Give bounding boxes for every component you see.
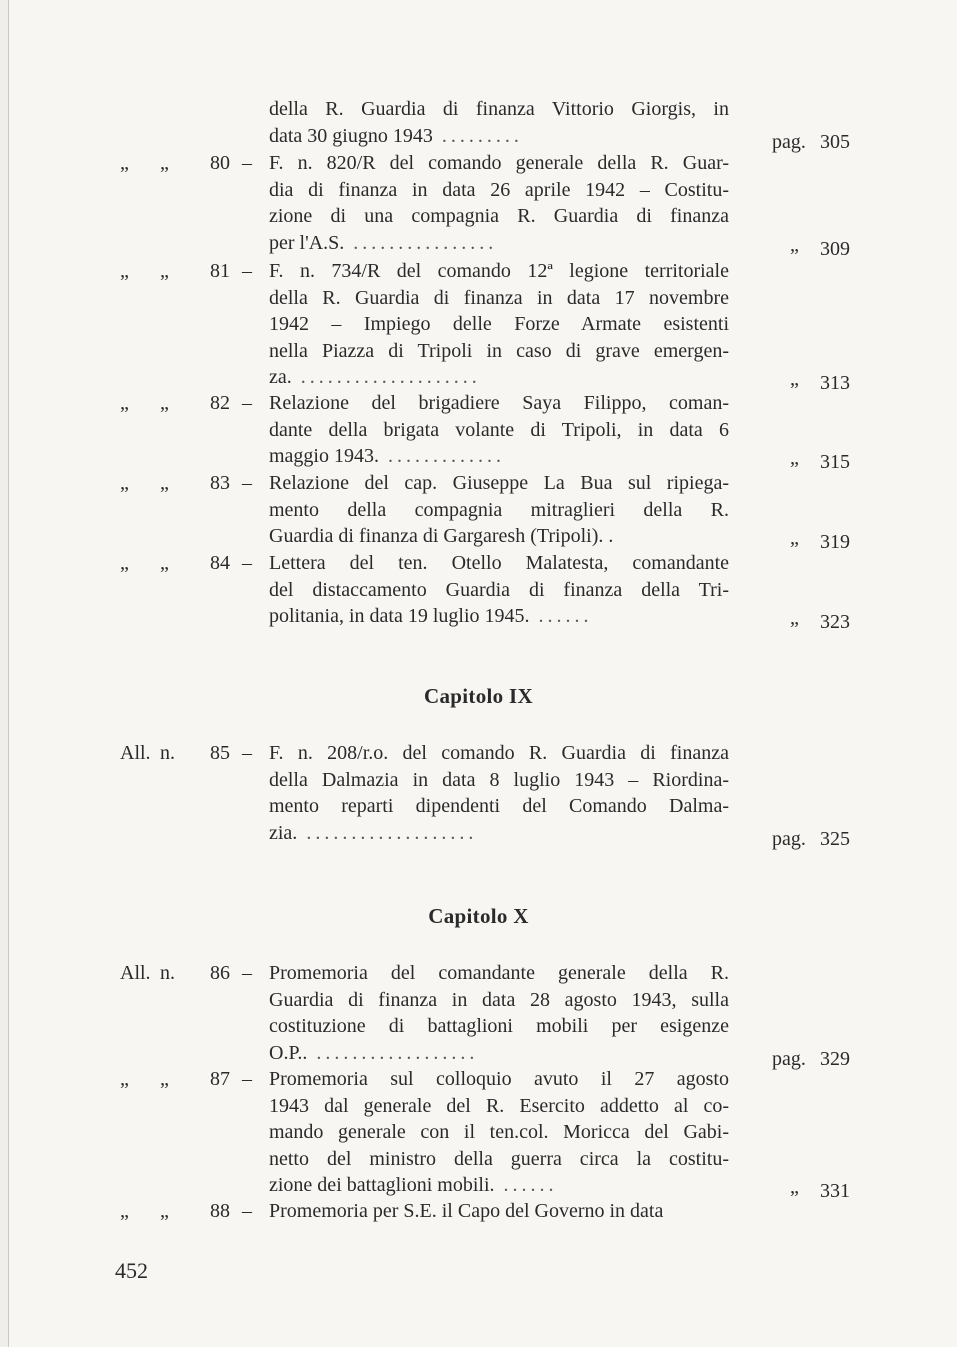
entry-dash: – (242, 392, 252, 414)
entry-line-text: mando generale con il ten.col. Moricca del Gabi- (269, 1121, 729, 1143)
entry-line-text: del distaccamento Guardia di finanza della Tri- (269, 578, 729, 601)
entry-line-text: 1942 – Impiego delle Forze Armate esistenti (269, 313, 729, 335)
entry-dash: – (242, 1200, 252, 1222)
dot-leader: ................... (297, 821, 478, 844)
entry-line-text: mento reparti dipendenti del Comando Dalma- (269, 795, 729, 817)
entry-line (269, 1172, 729, 1199)
entry-line-text: mento della compagnia mitraglieri della R. (269, 498, 729, 521)
entry-prefix-n: n. (160, 742, 175, 764)
entry-line (269, 258, 729, 285)
page-label: „ (790, 447, 799, 469)
entry-dash: – (242, 962, 252, 984)
entry-dash: – (242, 742, 252, 764)
page-label: „ (790, 368, 799, 390)
entry-dash: – (242, 1068, 252, 1090)
page-ref: 309 (820, 237, 850, 260)
dot-leader: ......... (432, 124, 523, 147)
entry-prefix: „ (120, 1200, 129, 1222)
dot-leader: .................... (291, 366, 481, 388)
entry-line (269, 390, 729, 417)
chapter-heading: Capitolo X (428, 904, 529, 928)
dot-leader: ...... (529, 605, 593, 627)
page-ref: 329 (820, 1047, 850, 1070)
entry-description (269, 390, 729, 470)
entry-line-text: Promemoria del comandante generale della R. (269, 962, 729, 984)
entry-number: 80 (210, 152, 230, 174)
entry-prefix: All. (120, 742, 151, 764)
entry-dash: – (242, 472, 252, 494)
entry-number: 86 (210, 962, 230, 984)
entry-number: 85 (210, 742, 230, 764)
entry-prefix-n: „ (160, 1068, 169, 1090)
entry-description (269, 258, 729, 391)
entry-line (269, 987, 729, 1014)
entry-prefix-n: „ (160, 472, 169, 494)
page-label: pag. (772, 1047, 806, 1070)
entry-line (269, 603, 729, 630)
entry-line-text: Guardia di finanza di Gargaresh (Tripoli). . (269, 525, 614, 547)
entry-line-text: zia. (269, 821, 298, 844)
page-ref: 331 (820, 1180, 850, 1202)
page-label: „ (790, 233, 799, 256)
entry-line-text: della R. Guardia di finanza Vittorio Giorgis, in (269, 98, 729, 120)
entry-number: 83 (210, 472, 230, 494)
page-label: pag. (772, 827, 806, 850)
entry-prefix: „ (120, 472, 129, 494)
dot-leader: ...... (494, 1174, 558, 1196)
entry-prefix: „ (120, 552, 129, 574)
entry-number: 82 (210, 392, 230, 414)
dot-leader: .................. (307, 1041, 479, 1064)
entry-line-text: maggio 1943. (269, 445, 379, 467)
entry-line-text: F. n. 208/r.o. del comando R. Guardia di finanza (269, 742, 729, 764)
entry-line (269, 364, 729, 391)
entry-line (269, 470, 729, 497)
entry-line-text: data 30 giugno 1943 (269, 124, 433, 147)
entry-line-text: za. (269, 366, 292, 388)
entry-line-text: zione di una compagnia R. Guardia di finanza (269, 205, 729, 227)
entry-description (269, 960, 729, 1066)
entry-dash: – (242, 260, 252, 282)
entry-line (269, 1013, 729, 1040)
entry-description (269, 550, 729, 630)
entry-line (269, 150, 729, 177)
entry-prefix: „ (120, 152, 129, 174)
page-ref: 325 (820, 827, 850, 850)
entry-line (269, 497, 729, 524)
entry-line (269, 417, 729, 444)
entry-line (269, 230, 729, 257)
entry-line-text: della R. Guardia di finanza in data 17 novembre (269, 286, 729, 309)
page-label: pag. (772, 130, 806, 153)
entry-line (269, 177, 729, 204)
entry-line-text: Promemoria per S.E. il Capo del Governo in data (269, 1200, 664, 1222)
entry-description (269, 150, 729, 256)
entry-dash: – (242, 552, 252, 574)
entry-description (269, 740, 729, 846)
entry-line (269, 96, 729, 123)
entry-line (269, 443, 729, 470)
entry-description (269, 1066, 729, 1199)
entry-line-text: Guardia di finanza in data 28 agosto 1943, sulla (269, 988, 729, 1011)
entry-line (269, 311, 729, 338)
entry-line-text: dante della brigata volante di Tripoli, in data 6 (269, 418, 729, 441)
entry-line (269, 960, 729, 987)
entry-line-text: 1943 dal generale del R. Esercito addetto al co- (269, 1094, 729, 1117)
page-label: „ (790, 1176, 799, 1198)
page-label: „ (790, 607, 799, 629)
entry-prefix: „ (120, 392, 129, 414)
entry-prefix-n: „ (160, 392, 169, 414)
entry-line (269, 338, 729, 365)
entry-number: 81 (210, 260, 230, 282)
entry-line (269, 123, 729, 150)
entry-description (269, 96, 729, 149)
entry-line (269, 203, 729, 230)
entry-number: 87 (210, 1068, 230, 1090)
page-ref: 313 (820, 372, 850, 394)
page-number: 452 (115, 1258, 148, 1283)
dot-leader: ............. (379, 445, 505, 467)
page-spine (0, 0, 9, 1347)
entry-line (269, 740, 729, 767)
entry-line (269, 285, 729, 312)
entry-prefix: „ (120, 260, 129, 282)
entry-prefix-n: „ (160, 552, 169, 574)
entry-line (269, 793, 729, 820)
entry-line-text: Lettera del ten. Otello Malatesta, comandante (269, 552, 729, 574)
entry-number: 88 (210, 1200, 230, 1222)
entry-line (269, 1146, 729, 1173)
entry-line (269, 1040, 729, 1067)
entry-line (269, 550, 729, 577)
entry-prefix-n: n. (160, 962, 175, 984)
entry-prefix: „ (120, 1068, 129, 1090)
entry-line (269, 1093, 729, 1120)
page-ref: 323 (820, 611, 850, 633)
entry-prefix: All. (120, 962, 151, 984)
entry-line (269, 1198, 729, 1225)
entry-number: 84 (210, 552, 230, 574)
entry-line-text: F. n. 734/R del comando 12ª legione territoriale (269, 260, 729, 282)
entry-line-text: dia di finanza in data 26 aprile 1942 – Costitu- (269, 178, 729, 201)
chapter-heading: Capitolo IX (424, 684, 533, 708)
entry-line-text: Relazione del brigadiere Saya Filippo, coman- (269, 392, 729, 414)
entry-dash: – (242, 152, 252, 174)
page-ref: 319 (820, 531, 850, 553)
entry-line (269, 577, 729, 604)
entry-line-text: F. n. 820/R del comando generale della R. Guar- (269, 152, 729, 174)
entry-line-text: O.P.. (269, 1041, 308, 1064)
page-ref: 315 (820, 451, 850, 473)
entry-line (269, 523, 729, 550)
entry-description (269, 1198, 729, 1225)
entry-description (269, 470, 729, 550)
entry-prefix-n: „ (160, 152, 169, 174)
entry-line-text: Promemoria sul colloquio avuto il 27 agosto (269, 1068, 729, 1090)
entry-line-text: nella Piazza di Tripoli in caso di grave emergen- (269, 339, 729, 362)
page-label: „ (790, 527, 799, 549)
entry-line (269, 1119, 729, 1146)
entry-line-text: Relazione del cap. Giuseppe La Bua sul ripiega- (269, 472, 729, 494)
entry-line (269, 1066, 729, 1093)
entry-line-text: costituzione di battaglioni mobili per esigenze (269, 1015, 729, 1037)
page-ref: 305 (820, 130, 850, 153)
dot-leader: ................ (344, 231, 498, 254)
entry-line-text: politania, in data 19 luglio 1945. (269, 605, 530, 627)
entry-prefix-n: „ (160, 1200, 169, 1222)
entry-line-text: netto del ministro della guerra circa la costitu- (269, 1147, 729, 1170)
entry-line-text: zione dei battaglioni mobili. (269, 1174, 495, 1196)
entry-line-text: della Dalmazia in data 8 luglio 1943 – Riordina- (269, 768, 729, 791)
entry-prefix-n: „ (160, 260, 169, 282)
entry-line (269, 767, 729, 794)
entry-line (269, 820, 729, 847)
entry-line-text: per l'A.S. (269, 231, 345, 254)
